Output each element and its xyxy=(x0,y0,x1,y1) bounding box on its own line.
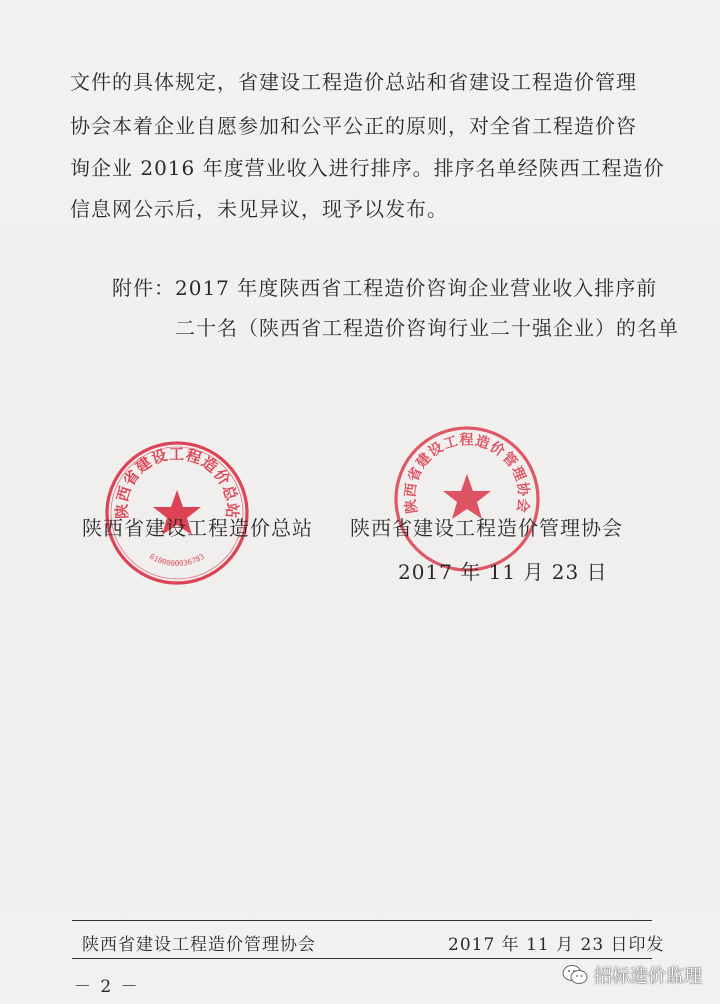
page-number: － 2 － xyxy=(74,977,140,997)
footer-issuer: 陕西省建设工程造价管理协会 xyxy=(82,935,316,955)
signature-org-1: 陕西省建设工程造价总站 xyxy=(82,516,313,540)
left-seal-text: 陕西省建设工程造价总站 xyxy=(112,444,242,520)
svg-text:6100000036783 xyxy=(148,552,206,568)
signature-org-2: 陕西省建设工程造价管理协会 xyxy=(350,516,623,540)
footer-bottom-rule xyxy=(72,958,652,959)
body-line-3: 询企业 2016 年度营业收入进行排序。排序名单经陕西工程造价 xyxy=(70,156,665,180)
watermark xyxy=(562,962,702,988)
left-seal-number: 6100000036783 xyxy=(148,551,206,569)
right-seal-text: 陕西省建设工程造价管理协会 xyxy=(402,432,532,515)
right-seal xyxy=(392,424,542,574)
wechat-icon xyxy=(562,964,588,986)
signature-date: 2017 年 11 月 23 日 xyxy=(398,560,608,584)
body-line-2: 协会本着企业自愿参加和公平公正的原则，对全省工程造价咨 xyxy=(70,114,637,138)
body-line-4: 信息网公示后，未见异议，现予以发布。 xyxy=(70,197,448,221)
attachment-line-1: 附件：2017 年度陕西省工程造价咨询企业营业收入排序前 xyxy=(112,276,658,300)
body-line-1: 文件的具体规定，省建设工程造价总站和省建设工程造价管理 xyxy=(70,70,637,94)
watermark-text: 招标造价监理 xyxy=(594,966,702,987)
footer-issue-date: 2017 年 11 月 23 日印发 xyxy=(448,935,665,955)
footer-top-rule xyxy=(72,920,652,921)
attachment-line-2: 二十名（陕西省工程造价咨询行业二十强企业）的名单 xyxy=(175,316,679,340)
